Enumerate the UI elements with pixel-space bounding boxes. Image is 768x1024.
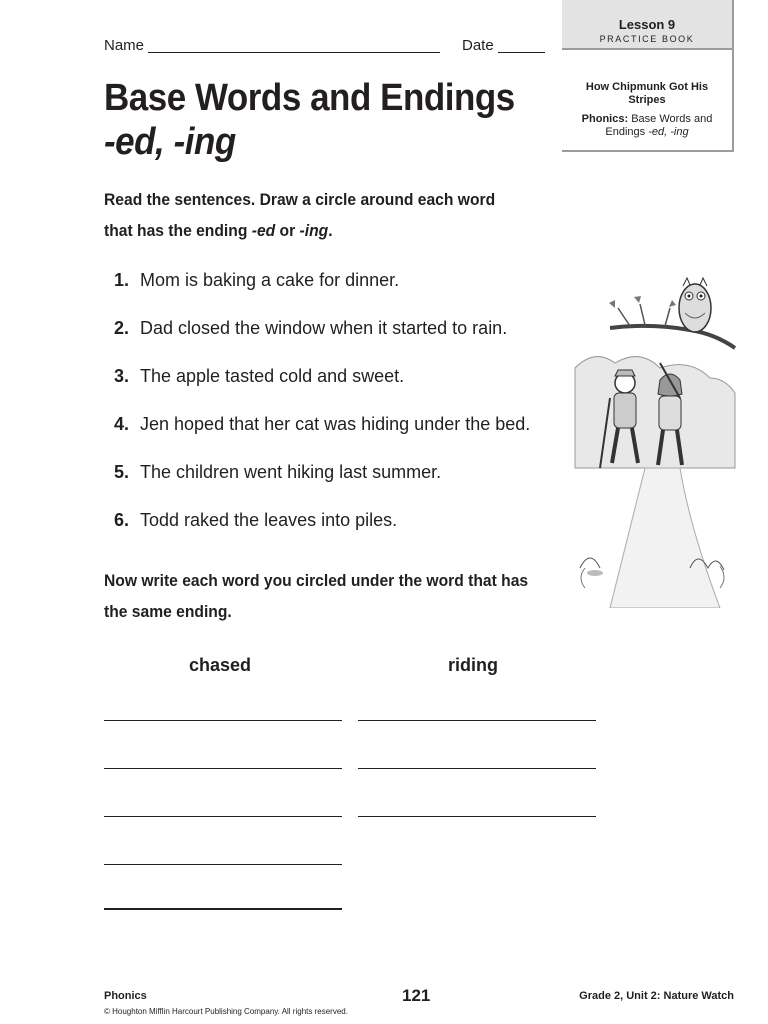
sentence-text[interactable]: Dad closed the window when it started to rain. bbox=[140, 318, 508, 338]
answer-line-ed[interactable] bbox=[104, 768, 342, 769]
instr-ing: -ing bbox=[299, 221, 329, 240]
column-head-ing: riding bbox=[448, 655, 498, 675]
sentence-number: 6. bbox=[114, 510, 130, 530]
answer-line-ing[interactable] bbox=[358, 816, 596, 817]
footer-unit: Grade 2, Unit 2: Nature Watch bbox=[579, 990, 734, 1002]
instructions-line-1: Read the sentences. Draw a circle around each word bbox=[104, 190, 496, 209]
instructions-circle bbox=[104, 184, 495, 246]
sentence-text[interactable]: Mom is baking a cake for dinner. bbox=[140, 270, 400, 290]
sentence-text[interactable]: Jen hoped that her cat was hiding under the bed. bbox=[140, 414, 531, 434]
sentence-text[interactable]: The apple tasted cold and sweet. bbox=[140, 366, 405, 386]
footer-subject: Phonics bbox=[104, 990, 147, 1002]
phonics-endings: -ed, -ing bbox=[648, 126, 689, 138]
phonics-text: Base Words and Endings bbox=[605, 113, 713, 138]
name-label: Name bbox=[104, 37, 145, 54]
lesson-badge bbox=[562, 0, 734, 50]
instr-ed: -ed bbox=[251, 221, 276, 240]
answer-line-ed[interactable] bbox=[104, 864, 342, 865]
lesson-number: Lesson 9 bbox=[618, 17, 676, 32]
sentence-item bbox=[114, 270, 530, 318]
page-number: 121 bbox=[402, 986, 431, 1005]
answer-line-ing[interactable] bbox=[358, 768, 596, 769]
sentence-item bbox=[114, 510, 530, 558]
answer-line-ing[interactable] bbox=[358, 720, 596, 721]
sentence-number: 2. bbox=[114, 318, 130, 338]
instr-or: or bbox=[279, 221, 296, 240]
phonics-label: Phonics: bbox=[581, 113, 629, 125]
sentence-number: 1. bbox=[114, 270, 130, 290]
instructions2-line-1: Now write each word you circled under the word that has bbox=[104, 571, 529, 590]
sentence-item bbox=[114, 414, 530, 462]
instructions-line-2 bbox=[104, 215, 495, 246]
instructions-write bbox=[104, 565, 528, 627]
sentence-list bbox=[114, 270, 530, 558]
story-title: How Chipmunk Got His Stripes bbox=[585, 81, 709, 106]
sentence-text[interactable]: Todd raked the leaves into piles. bbox=[140, 510, 398, 530]
sentence-number: 5. bbox=[114, 462, 130, 482]
answer-line-ed[interactable] bbox=[104, 816, 342, 817]
title-line-2: -ed, -ing bbox=[104, 121, 236, 163]
practice-book-label: PRACTICE BOOK bbox=[599, 34, 695, 44]
instr-text: that has the ending bbox=[104, 221, 248, 240]
page-title bbox=[104, 76, 515, 164]
name-field-line[interactable] bbox=[148, 52, 440, 53]
story-info-box bbox=[562, 50, 734, 152]
instr-period: . bbox=[328, 221, 333, 240]
title-line-1: Base Words and Endings bbox=[104, 77, 515, 119]
instructions2-line-2: the same ending. bbox=[104, 602, 232, 621]
column-head-ed: chased bbox=[189, 655, 252, 675]
sentence-item bbox=[114, 462, 530, 510]
sentence-number: 3. bbox=[114, 366, 130, 386]
sentence-text[interactable]: The children went hiking last summer. bbox=[140, 462, 442, 482]
hiking-illustration bbox=[570, 268, 740, 608]
sentence-item bbox=[114, 318, 530, 366]
sentence-number: 4. bbox=[114, 414, 130, 434]
footer-copyright: © Houghton Mifflin Harcourt Publishing Company. All rights reserved. bbox=[104, 1007, 348, 1016]
answer-line-ed[interactable] bbox=[104, 720, 342, 721]
sentence-item bbox=[114, 366, 530, 414]
phonics-skill bbox=[577, 113, 717, 139]
date-label: Date bbox=[462, 37, 494, 54]
answer-line-ed[interactable] bbox=[104, 908, 342, 910]
date-field-line[interactable] bbox=[498, 52, 545, 53]
